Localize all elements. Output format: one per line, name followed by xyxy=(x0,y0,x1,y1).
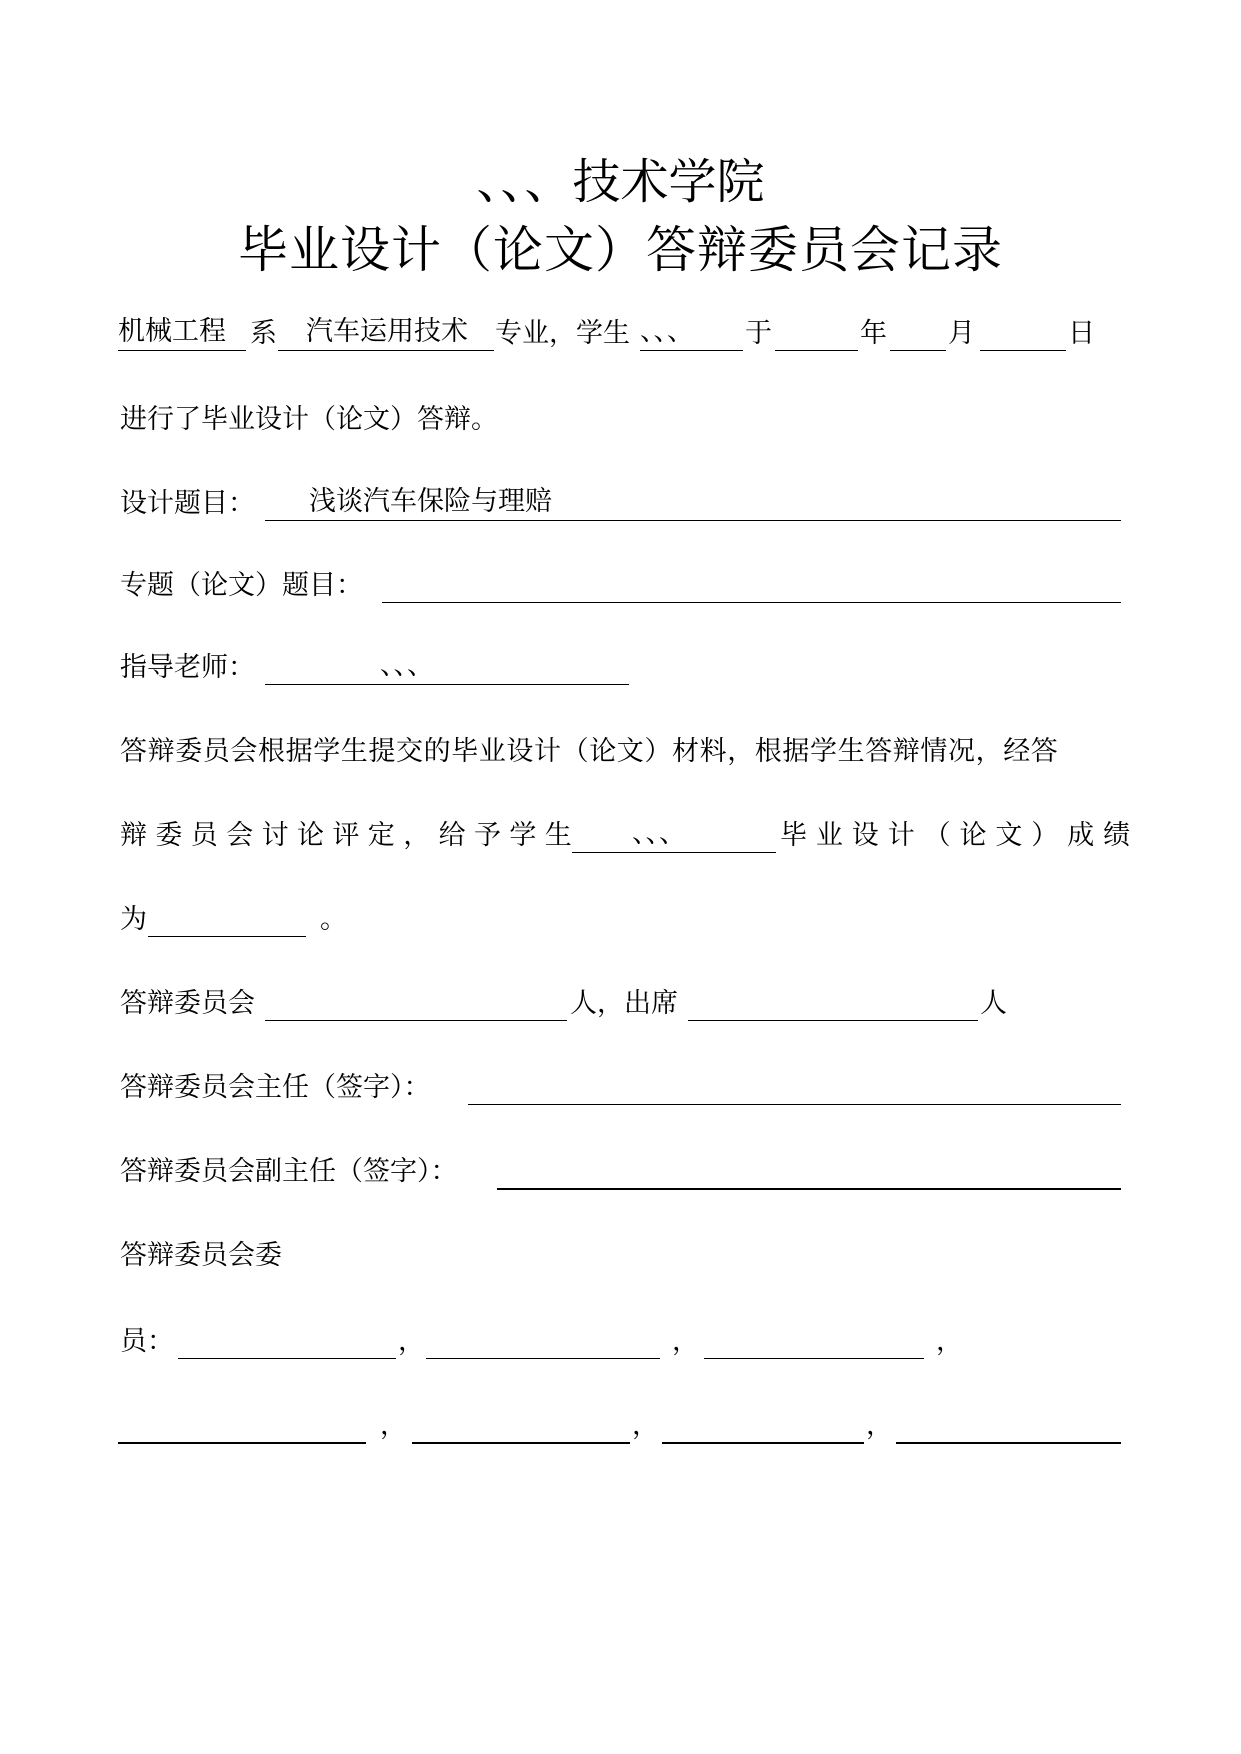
department-field[interactable]: 机械工程 xyxy=(118,314,246,351)
member-signature-1[interactable] xyxy=(178,1322,396,1359)
committee-count-field[interactable] xyxy=(265,984,567,1021)
member-signature-7[interactable] xyxy=(896,1406,1121,1444)
comma: ， xyxy=(398,1326,425,1357)
major-field[interactable]: 汽车运用技术 xyxy=(278,314,494,351)
statement-line-1: 答辩委员会根据学生提交的毕业设计（论文）材料，根据学生答辩情况，经答 xyxy=(120,736,1059,767)
special-topic-field[interactable] xyxy=(382,566,1121,603)
committee-count-label: 答辩委员会 xyxy=(120,988,255,1019)
comma: ， xyxy=(632,1410,659,1441)
month-label: 月 xyxy=(948,318,975,349)
member-signature-3[interactable] xyxy=(704,1322,924,1359)
attendance-suffix: 人 xyxy=(980,988,1007,1019)
school-name: 、、、技术学院 xyxy=(476,154,765,210)
special-topic-label: 专题（论文）题目： xyxy=(120,570,363,601)
attendance-field[interactable] xyxy=(688,984,978,1021)
chair-signature-field[interactable] xyxy=(468,1068,1121,1105)
member-signature-6[interactable] xyxy=(662,1406,864,1444)
day-label: 日 xyxy=(1068,318,1095,349)
members-label-line-1: 答辩委员会委 xyxy=(120,1240,282,1271)
statement-line-3-suffix: 。 xyxy=(320,904,347,935)
comma: ， xyxy=(866,1410,893,1441)
design-topic-label: 设计题目： xyxy=(120,488,255,519)
member-signature-4[interactable] xyxy=(118,1406,366,1444)
defense-statement: 进行了毕业设计（论文）答辩。 xyxy=(120,404,498,435)
vice-chair-label: 答辩委员会副主任（签字）： xyxy=(120,1156,458,1187)
student-field[interactable]: 、、、 xyxy=(640,314,743,351)
attendance-label: 人，出席 xyxy=(570,988,678,1019)
comma: ， xyxy=(380,1410,407,1441)
grade-student-field[interactable]: 、、、 xyxy=(572,816,776,853)
member-signature-5[interactable] xyxy=(412,1406,630,1444)
year-label: 年 xyxy=(860,318,887,349)
chair-label: 答辩委员会主任（签字）： xyxy=(120,1072,431,1103)
vice-chair-signature-field[interactable] xyxy=(497,1152,1121,1190)
comma: ， xyxy=(672,1326,699,1357)
statement-line-3-prefix: 为 xyxy=(120,904,147,935)
year-field[interactable] xyxy=(775,314,858,351)
statement-line-2-prefix: 辩委员会讨论评定，给予学生 xyxy=(120,820,581,851)
design-topic-field[interactable]: 浅谈汽车保险与理赔 xyxy=(265,484,1121,521)
grade-field[interactable] xyxy=(148,900,306,937)
comma: ， xyxy=(936,1326,963,1357)
advisor-label: 指导老师： xyxy=(120,652,255,683)
advisor-field[interactable]: 、、、 xyxy=(265,648,629,685)
document-title: 毕业设计（论文）答辩委员会记录 xyxy=(238,221,1003,279)
day-field[interactable] xyxy=(980,314,1066,351)
statement-line-2-suffix: 毕业设计（论文）成绩 xyxy=(780,820,1139,851)
dept-suffix: 系 xyxy=(250,318,277,349)
major-suffix: 专业，学生 xyxy=(495,318,630,349)
members-label-line-2: 员： xyxy=(120,1326,174,1357)
yu-label: 于 xyxy=(745,318,772,349)
month-field[interactable] xyxy=(890,314,946,351)
member-signature-2[interactable] xyxy=(426,1322,660,1359)
